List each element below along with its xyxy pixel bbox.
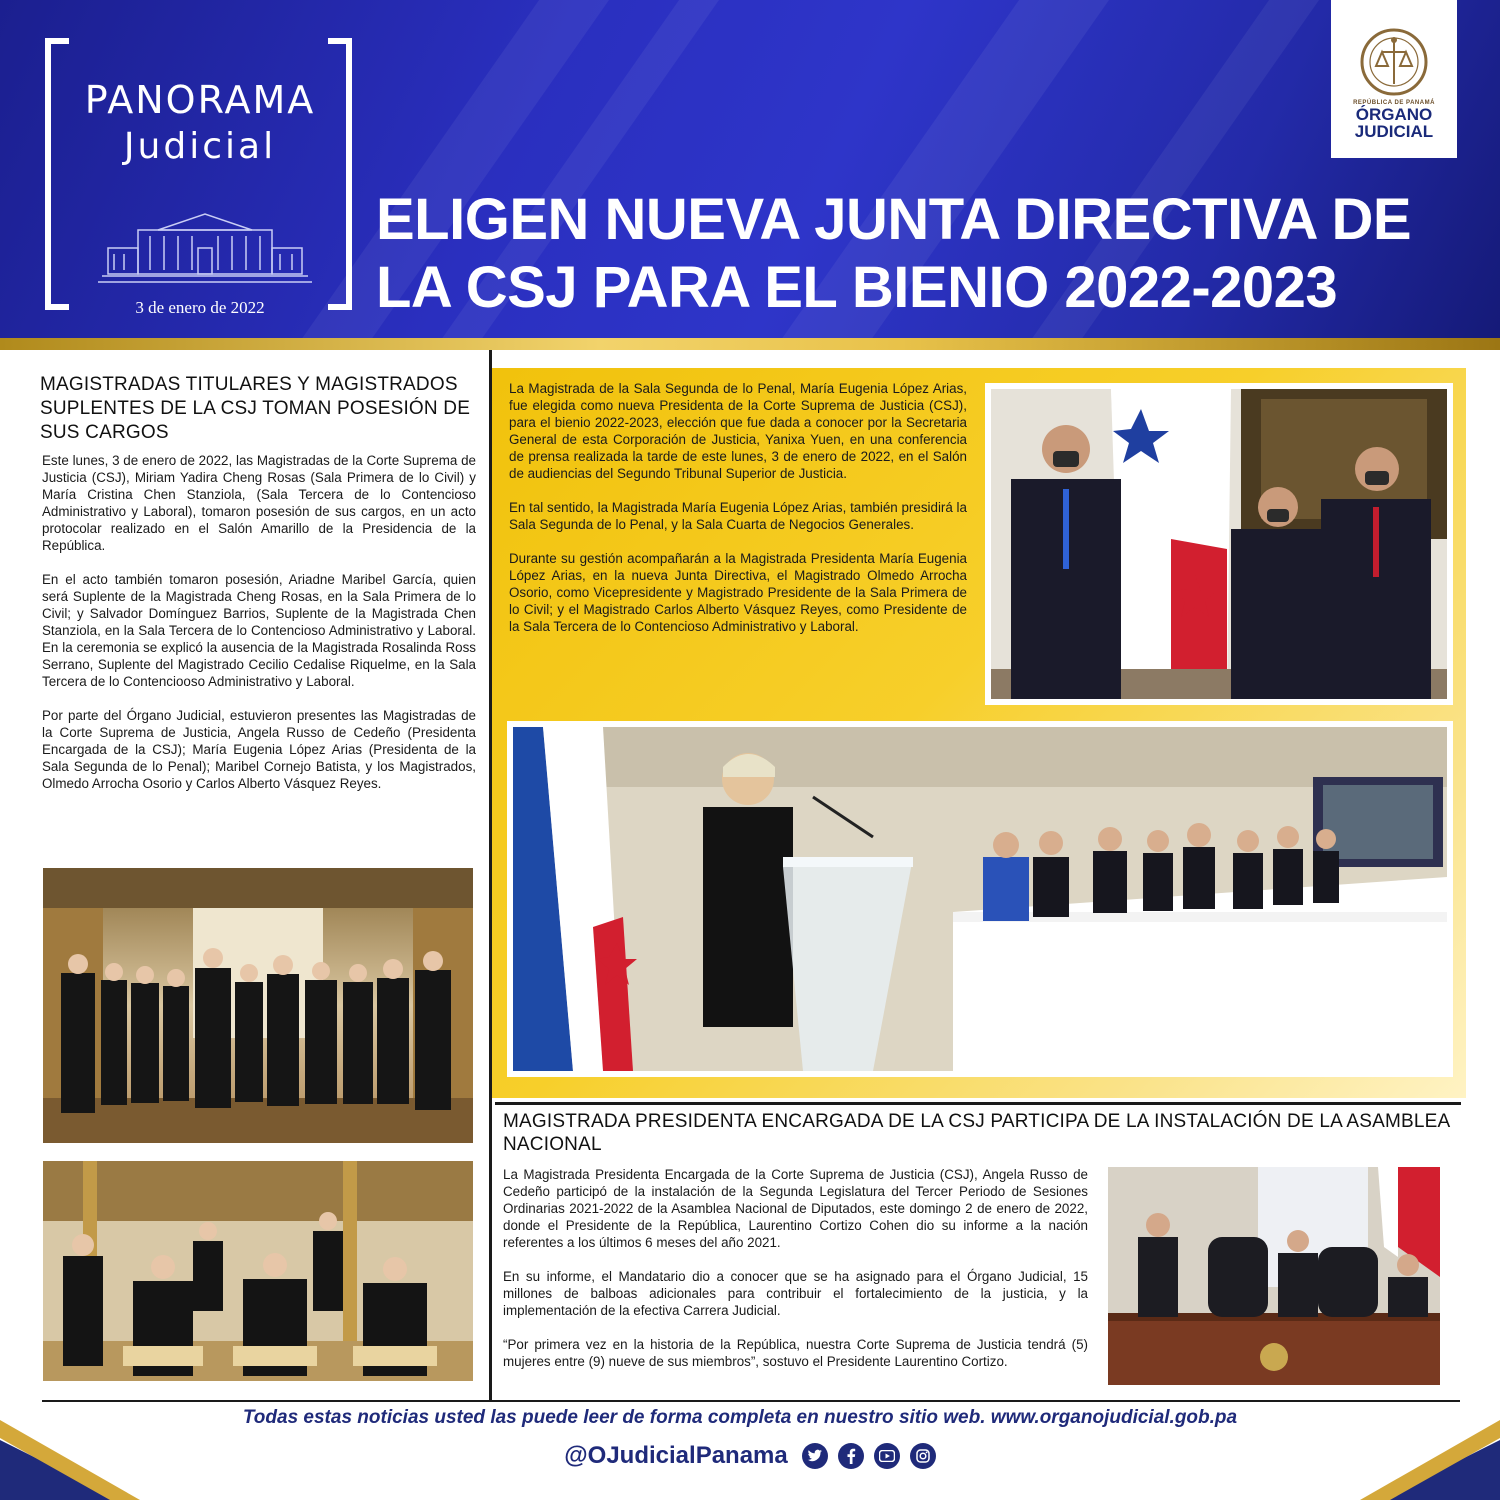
main-paragraph-2: En tal sentido, la Magistrada María Eugenia López Arias, también presidirá la Sala Segunda de lo Penal, y la Sala Cuarta de Negocios Generales. bbox=[509, 500, 967, 532]
justice-seal-icon bbox=[1352, 26, 1436, 98]
left-article-body bbox=[42, 452, 476, 809]
left-paragraph-3: Por parte del Órgano Judicial, estuvieron presentes las Magistradas de la Corte Suprema de Justicia, Angela Russo de Cedeño (Presidenta Encargada de la CSJ); María Eugenia López Arias (Presidenta de la Sala Segunda de lo Penal); Maribel Cornejo Batista, y los Magistrados, Olmedo Arrocha Osorio y Carlos Alberto Vásquez Reyes. bbox=[42, 708, 476, 791]
photo-president-speech bbox=[507, 721, 1453, 1077]
logo-name-2: JUDICIAL bbox=[1354, 122, 1434, 141]
headline-line-1: ELIGEN NUEVA JUNTA DIRECTIVA DE bbox=[376, 187, 1412, 252]
main-paragraph-1: La Magistrada de la Sala Segunda de lo Penal, María Eugenia López Arias, fue elegida como nueva Presidenta de la Corte Suprema de Justicia (CSJ), para el bienio 2022-2023, elección que fue dada a conocer por la Secretaria General de esta Corporación de Justicia, Yanixa Yuen, en una conferencia de prensa realizada la tarde de este lunes, 3 de enero de 2022, en el Salón de audiencias del Segundo Tribunal Superior de Justicia. bbox=[509, 381, 967, 481]
right-paragraph-2: En su informe, el Mandatario dio a conocer que se ha asignado para el Órgano Judicial, 15 millones de balboas adicionales para contribuir el fortalecimiento de la justicia, y la implementación de la efectiva Carrera Judicial. bbox=[503, 1269, 1088, 1318]
right-article-title: MAGISTRADA PRESIDENTA ENCARGADA DE LA CSJ PARTICIPA DE LA INSTALACIÓN DE LA ASAMBLEA NACIONAL bbox=[503, 1111, 1450, 1155]
main-headline bbox=[376, 186, 1486, 322]
decorative-corner-right bbox=[1360, 1420, 1500, 1500]
left-article-title: MAGISTRADAS TITULARES Y MAGISTRADOS SUPLENTES DE LA CSJ TOMAN POSESIÓN DE SUS CARGOS bbox=[40, 374, 471, 443]
social-handle[interactable]: @OJudicialPanama bbox=[564, 1442, 788, 1469]
facebook-icon[interactable] bbox=[838, 1443, 864, 1469]
brand-title: PANORAMA bbox=[84, 78, 316, 122]
right-article-body bbox=[503, 1166, 1088, 1387]
footer-website-note: Todas estas noticias usted las puede leer de forma completa en nuestro sitio web. www.organojudicial.gob.pa bbox=[242, 1407, 1238, 1428]
twitter-icon[interactable] bbox=[802, 1443, 828, 1469]
left-paragraph-2: En el acto también tomaron posesión, Ariadne Maribel García, quien será Suplente de la Magistrada Cheng Rosas, en la Sala Primera de lo Civil; y Salvador Domínguez Barrios, Suplente de la Magistrada Chen Stanziola, en la Sala Tercera de lo Contencioso Administrativo y Laboral. En la ceremonia se explicó la ausencia de la Magistrada Rosalinda Ross Serrano, Suplente del Magistrado Cecilio Cedalise Riquelme, en la Sala Tercera de lo Contenciooso Administrativo y Laboral. bbox=[42, 572, 476, 689]
photo-oath-ceremony-group bbox=[43, 868, 473, 1143]
main-article-body bbox=[509, 380, 967, 652]
brand-subtitle: Judicial bbox=[123, 126, 277, 167]
left-paragraph-1: Este lunes, 3 de enero de 2022, las Magistradas de la Corte Suprema de Justicia (CSJ), Miriam Yadira Cheng Rosas (Sala Primera de lo Civil) y María Cristina Chen Stanziola, (Sala Tercera de lo Contencioso Administrativo y Laboral), tomaron posesión de sus cargos, en un acto protocolar realizado en el Salón Amarillo de la Presidencia de la República. bbox=[42, 453, 476, 553]
social-bar bbox=[0, 1442, 1500, 1470]
logo-country: REPÚBLICA DE PANAMÁ bbox=[1353, 100, 1435, 106]
section-divider bbox=[495, 1102, 1461, 1105]
main-paragraph-3: Durante su gestión acompañarán a la Magistrada Presidenta María Eugenia López Arias, en la nueva Junta Directiva, el Magistrado Olmedo Arrocha Osorio, como Vicepresidente y Magistrado Presidente de la Sala Primera de lo Civil; y el Magistrado Carlos Alberto Vásquez Reyes, como Presidente de la Sala Tercera de lo Contencioso Administrativo y Laboral. bbox=[509, 551, 967, 634]
right-paragraph-1: La Magistrada Presidenta Encargada de la Corte Suprema de Justicia (CSJ), Angela Russo de Cedeño participó de la instalación de la Segunda Legislatura del Tercer Periodo de Sesiones Ordinarias 2021-2022 de la Asamblea Nacional de Diputados, este domingo 2 de enero de 2022, donde el Presidente de la República, Laurentino Cortizo Cohen dio su informe a la nación referentes a los últimos 6 meses del año 2021. bbox=[503, 1167, 1088, 1250]
photo-national-assembly bbox=[1108, 1167, 1440, 1385]
right-paragraph-3: “Por primera vez en la historia de la República, nuestra Corte Suprema de Justicia tendrá (5) mujeres entre (9) nueve de sus miembros”, sostuvo el Presidente Laurentino Cortizo. bbox=[503, 1337, 1088, 1369]
courthouse-icon bbox=[98, 208, 312, 290]
photo-new-board-members bbox=[985, 383, 1453, 705]
headline-line-2: LA CSJ PARA EL BIENIO 2022-2023 bbox=[376, 255, 1338, 320]
issue-date: 3 de enero de 2022 bbox=[135, 298, 265, 317]
instagram-icon[interactable] bbox=[910, 1443, 936, 1469]
organo-judicial-logo bbox=[1331, 0, 1457, 158]
decorative-corner-left bbox=[0, 1420, 140, 1500]
photo-seated-magistrates bbox=[43, 1161, 473, 1381]
logo-name-1: ÓRGANO bbox=[1355, 105, 1433, 124]
youtube-icon[interactable] bbox=[874, 1443, 900, 1469]
gold-divider-bar bbox=[0, 338, 1500, 350]
footer-divider bbox=[42, 1400, 1460, 1402]
